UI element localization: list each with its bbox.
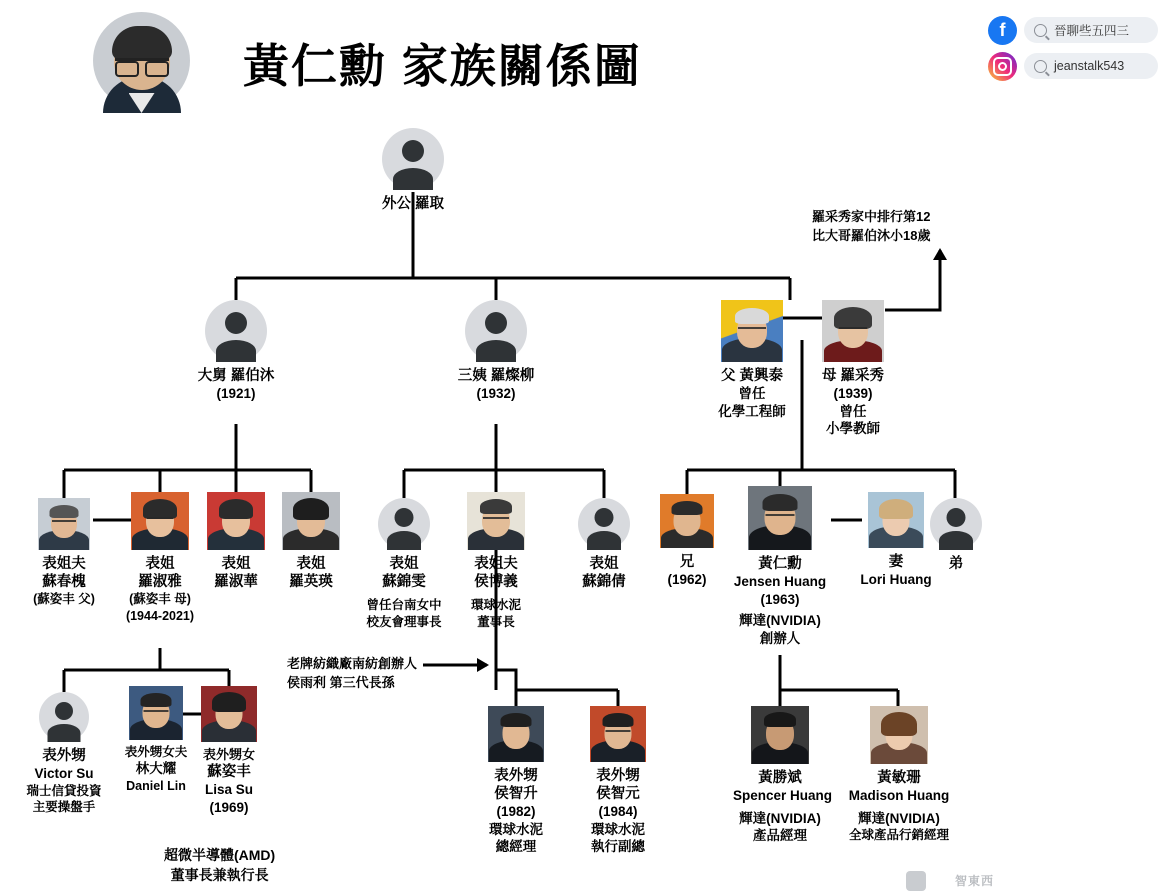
facebook-handle-text: 晉聊些五四三 bbox=[1054, 24, 1130, 38]
person-name: 表姐 bbox=[589, 556, 619, 572]
person-name: 大舅 羅伯沐 bbox=[197, 368, 275, 384]
person-name: 表姐夫 bbox=[42, 556, 86, 572]
person-name: 蘇姿丰 bbox=[207, 764, 251, 781]
note-line: 老牌紡織廠南紡創辦人 bbox=[287, 656, 418, 671]
person-name: 黃敏珊 bbox=[877, 770, 921, 786]
avatar bbox=[201, 686, 257, 742]
person-name: 表姐 bbox=[296, 556, 326, 572]
avatar bbox=[39, 692, 89, 742]
note-mother-rank bbox=[812, 208, 930, 246]
person-detail: (1944-2021) bbox=[125, 608, 195, 623]
person-name: 母 羅采秀 bbox=[821, 368, 885, 384]
person-detail: 化學工程師 bbox=[718, 403, 786, 419]
person-grandfather bbox=[363, 128, 463, 213]
person-detail: (蘇姿丰 母) bbox=[129, 592, 191, 607]
person-detail: 執行副總 bbox=[591, 839, 645, 855]
person-detail: 曾任 bbox=[839, 403, 867, 419]
person-brother bbox=[644, 494, 730, 589]
avatar bbox=[870, 706, 928, 764]
person-detail: 校友會理事長 bbox=[366, 614, 442, 629]
person-name: 表姐 bbox=[145, 556, 175, 572]
person-jensen-huang bbox=[733, 486, 827, 647]
person-cousin-su-jinyun bbox=[359, 498, 449, 630]
avatar bbox=[751, 706, 809, 764]
person-detail: 輝達(NVIDIA) bbox=[739, 810, 821, 826]
person-name: 表外甥女 bbox=[202, 747, 255, 762]
search-icon bbox=[1034, 24, 1047, 37]
person-nephew-hou-zhiyuan bbox=[573, 706, 663, 856]
person-name: 侯博義 bbox=[474, 574, 518, 591]
person-detail: 主要操盤手 bbox=[32, 799, 96, 814]
person-detail: 小學教師 bbox=[826, 421, 880, 437]
person-younger-brother bbox=[925, 498, 987, 573]
avatar bbox=[382, 128, 444, 190]
person-name: 父 黃興泰 bbox=[720, 368, 784, 384]
avatar bbox=[930, 498, 982, 550]
note-amd bbox=[164, 845, 275, 886]
person-niece-lisa-su bbox=[184, 686, 274, 816]
avatar bbox=[590, 706, 646, 762]
avatar bbox=[868, 492, 924, 548]
person-detail: 曾任台南女中 bbox=[366, 598, 442, 613]
person-detail: (1939) bbox=[833, 386, 873, 402]
person-detail: Spencer Huang bbox=[733, 788, 833, 804]
person-name: 蘇錦雯 bbox=[382, 574, 426, 591]
person-detail: Jensen Huang bbox=[733, 574, 827, 590]
person-aunt-luo-can-liu bbox=[446, 300, 546, 403]
person-detail: Lisa Su bbox=[204, 782, 253, 798]
person-name: 蘇錦倩 bbox=[582, 574, 626, 591]
person-detail: 全球產品行銷經理 bbox=[848, 828, 949, 843]
jensen-huang-portrait bbox=[93, 12, 190, 109]
watermark-logo bbox=[906, 871, 926, 891]
avatar bbox=[467, 492, 525, 550]
person-name: 侯智升 bbox=[494, 786, 538, 803]
person-detail: (1982) bbox=[496, 804, 536, 820]
person-name: 弟 bbox=[948, 556, 964, 572]
avatar bbox=[465, 300, 527, 362]
person-son-spencer-huang bbox=[733, 706, 833, 845]
page-title: 黃仁勳 家族關係圖 bbox=[243, 40, 642, 92]
person-name: 表姐 bbox=[221, 556, 251, 572]
person-cousin-husband-hou-boyi bbox=[451, 492, 541, 630]
avatar bbox=[205, 300, 267, 362]
person-detail: Madison Huang bbox=[848, 788, 950, 804]
person-cousin-husband-su-chunkui bbox=[19, 498, 109, 608]
avatar bbox=[38, 498, 90, 550]
person-mother-luo-caixiu bbox=[803, 300, 903, 438]
person-name: 黃仁勳 bbox=[758, 556, 802, 572]
person-name: 兄 bbox=[679, 554, 695, 570]
avatar bbox=[378, 498, 430, 550]
person-name: 侯智元 bbox=[596, 786, 640, 803]
person-name: 羅淑華 bbox=[214, 574, 258, 591]
person-detail: 董事長 bbox=[477, 614, 515, 629]
person-detail: 曾任 bbox=[738, 386, 766, 402]
person-name: 羅淑雅 bbox=[138, 574, 182, 591]
search-icon bbox=[1034, 60, 1047, 73]
person-name: 三姨 羅燦柳 bbox=[457, 368, 535, 384]
avatar bbox=[282, 492, 340, 550]
note-line: 董事長兼執行長 bbox=[170, 867, 269, 884]
watermark-text: 智東西 bbox=[954, 874, 994, 888]
person-detail: 瑞士信貸投資 bbox=[26, 783, 102, 798]
person-detail: Daniel Lin bbox=[126, 778, 186, 793]
person-detail: 總經理 bbox=[495, 839, 537, 855]
note-line: 比大哥羅伯沐小18歲 bbox=[812, 227, 931, 243]
avatar bbox=[129, 686, 183, 740]
person-detail: (蘇姿丰 父) bbox=[33, 592, 95, 607]
person-detail: (1921) bbox=[216, 386, 256, 402]
avatar bbox=[660, 494, 714, 548]
facebook-icon: f bbox=[988, 16, 1017, 45]
person-name: 外公 羅取 bbox=[381, 196, 445, 212]
person-detail: 環球水泥 bbox=[591, 821, 645, 837]
note-line: 超微半導體(AMD) bbox=[164, 847, 276, 863]
person-detail: Victor Su bbox=[34, 766, 94, 782]
person-name: 羅英瑛 bbox=[289, 574, 333, 591]
person-name: 表外甥 bbox=[596, 768, 640, 784]
person-detail: 輝達(NVIDIA) bbox=[739, 613, 821, 629]
person-nephew-hou-zhisheng bbox=[471, 706, 561, 856]
instagram-icon bbox=[988, 52, 1017, 81]
person-name: 蘇春槐 bbox=[42, 574, 86, 591]
person-detail: 環球水泥 bbox=[489, 821, 543, 837]
note-hou-family bbox=[287, 655, 417, 693]
person-detail: 輝達(NVIDIA) bbox=[858, 810, 940, 826]
person-name: 表外甥 bbox=[42, 748, 86, 764]
person-nephew-victor-su bbox=[18, 692, 110, 815]
instagram-handle-text: jeanstalk543 bbox=[1054, 59, 1125, 73]
person-name: 表外甥 bbox=[494, 768, 538, 784]
person-detail: 創辦人 bbox=[759, 630, 801, 646]
person-detail: (1932) bbox=[476, 386, 516, 402]
person-detail: 環球水泥 bbox=[470, 598, 521, 613]
person-uncle-luo-bomu bbox=[186, 300, 286, 403]
avatar bbox=[131, 492, 189, 550]
avatar bbox=[578, 498, 630, 550]
person-cousin-su-jinqian bbox=[559, 498, 649, 591]
person-name: 林大耀 bbox=[135, 760, 177, 776]
person-name: 表姐 bbox=[389, 556, 419, 572]
note-line: 羅采秀家中排行第12 bbox=[812, 209, 931, 224]
person-cousin-luo-yingying bbox=[266, 492, 356, 591]
person-name: 黃勝斌 bbox=[758, 770, 802, 786]
person-detail: (1962) bbox=[667, 572, 707, 588]
person-detail: Lori Huang bbox=[860, 572, 932, 588]
person-name: 表姐夫 bbox=[474, 556, 518, 572]
avatar bbox=[207, 492, 265, 550]
person-name: 表外甥女夫 bbox=[124, 745, 188, 759]
person-detail: (1963) bbox=[760, 591, 800, 607]
avatar bbox=[488, 706, 544, 762]
avatar bbox=[721, 300, 783, 362]
avatar bbox=[748, 486, 812, 550]
person-father-huang-xingtai bbox=[702, 300, 802, 420]
person-detail: (1984) bbox=[598, 804, 638, 820]
note-line: 侯雨利 第三代長孫 bbox=[287, 674, 395, 690]
avatar bbox=[822, 300, 884, 362]
person-name: 妻 bbox=[888, 554, 904, 570]
person-detail: (1969) bbox=[209, 799, 249, 815]
person-daughter-madison-huang bbox=[847, 706, 951, 843]
person-detail: 產品經理 bbox=[753, 828, 807, 844]
